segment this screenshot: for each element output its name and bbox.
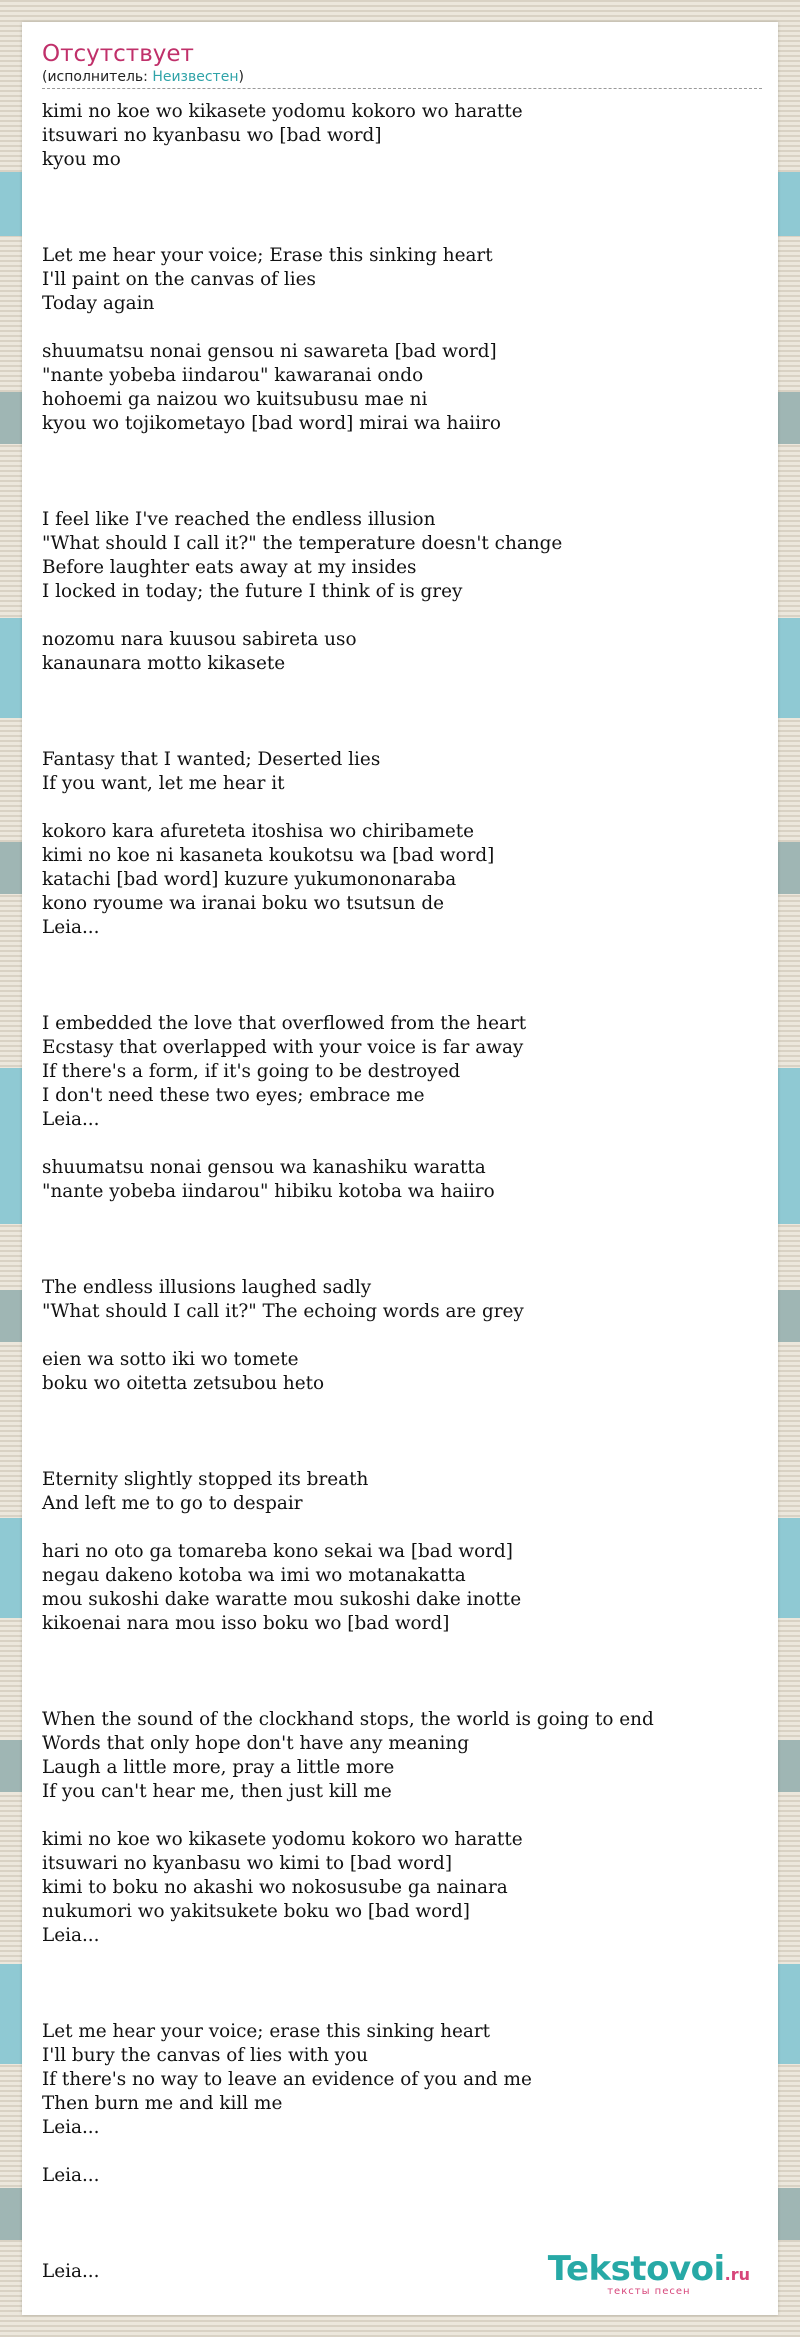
song-title: Отсутствует xyxy=(42,41,194,67)
lyrics-card xyxy=(22,22,778,2315)
site-logo[interactable] xyxy=(547,2249,750,2297)
lyrics-text: kimi no koe wo kikasete yodomu kokoro wo haratte itsuwari no kyanbasu wo [bad word] kyou mo Let me hear your voice; Erase this sinking heart I'll paint on the canvas of lies Today again shuumatsu nonai gensou ni sawareta [bad word] "nante yobeba iindarou" kawaranai ondo hohoemi ga naizou wo kuitsubusu mae ni kyou wo tojikometayo [bad word] mirai wa haiiro I feel like I've reached the endless illusion "What should I call it?" the temperature doesn't change Before laughter eats away at my insides I locked in today; the future I think of is grey nozomu nara kuusou sabireta uso kanaunara motto kikasete Fantasy that I wanted; Deserted lies If you want, let me hear it kokoro kara afureteta itoshisa wo chiribamete kimi no koe ni kasaneta koukotsu wa [bad word] katachi [bad word] kuzure yukumononaraba kono ryoume wa iranai boku wo tsutsun de Leia... I embedded the love that overflowed from the heart Ecstasy that overlapped with your voice is far away If there's a form, if it's going to be destroyed I don't need these two eyes; embrace me Leia... shuumatsu nonai gensou wa kanashiku waratta "nante yobeba iindarou" hibiku kotoba wa haiiro The endless illusions laughed sadly "What should I call it?" The echoing words are grey eien wa sotto iki wo tomete boku wo oitetta zetsubou heto Eternity slightly stopped its breath And left me to go to despair hari no oto ga tomareba kono sekai wa [bad word] negau dakeno kotoba wa imi wo motanakatta mou sukoshi dake waratte mou sukoshi dake inotte kikoenai nara mou isso boku wo [bad word] When the sound of the clockhand stops, the world is going to end Words that only hope don't have any meaning Laugh a little more, pray a little more If you can't hear me, then just kill me kimi no koe wo kikasete yodomu kokoro wo haratte itsuwari no kyanbasu wo kimi to [bad word] kimi to boku no akashi wo nokosusube ga nainara nukumori wo yakitsukete boku wo [bad word] Leia... Let me hear your voice; erase this sinking heart I'll bury the canvas of lies with you If there's no way to leave an evidence of you and me Then burn me and kill me Leia... Leia... Leia... xyxy=(42,101,654,2282)
logo-wordmark: Tekstovoi xyxy=(547,2249,725,2289)
artist-prefix: (исполнитель: xyxy=(42,69,153,85)
title-divider xyxy=(42,88,762,89)
logo-tagline: тексты песен xyxy=(607,2286,691,2297)
logo-tld: .ru xyxy=(724,2265,750,2284)
artist-suffix: ) xyxy=(238,69,244,85)
artist-link[interactable]: Неизвестен xyxy=(152,69,239,85)
artist-line xyxy=(42,69,244,85)
